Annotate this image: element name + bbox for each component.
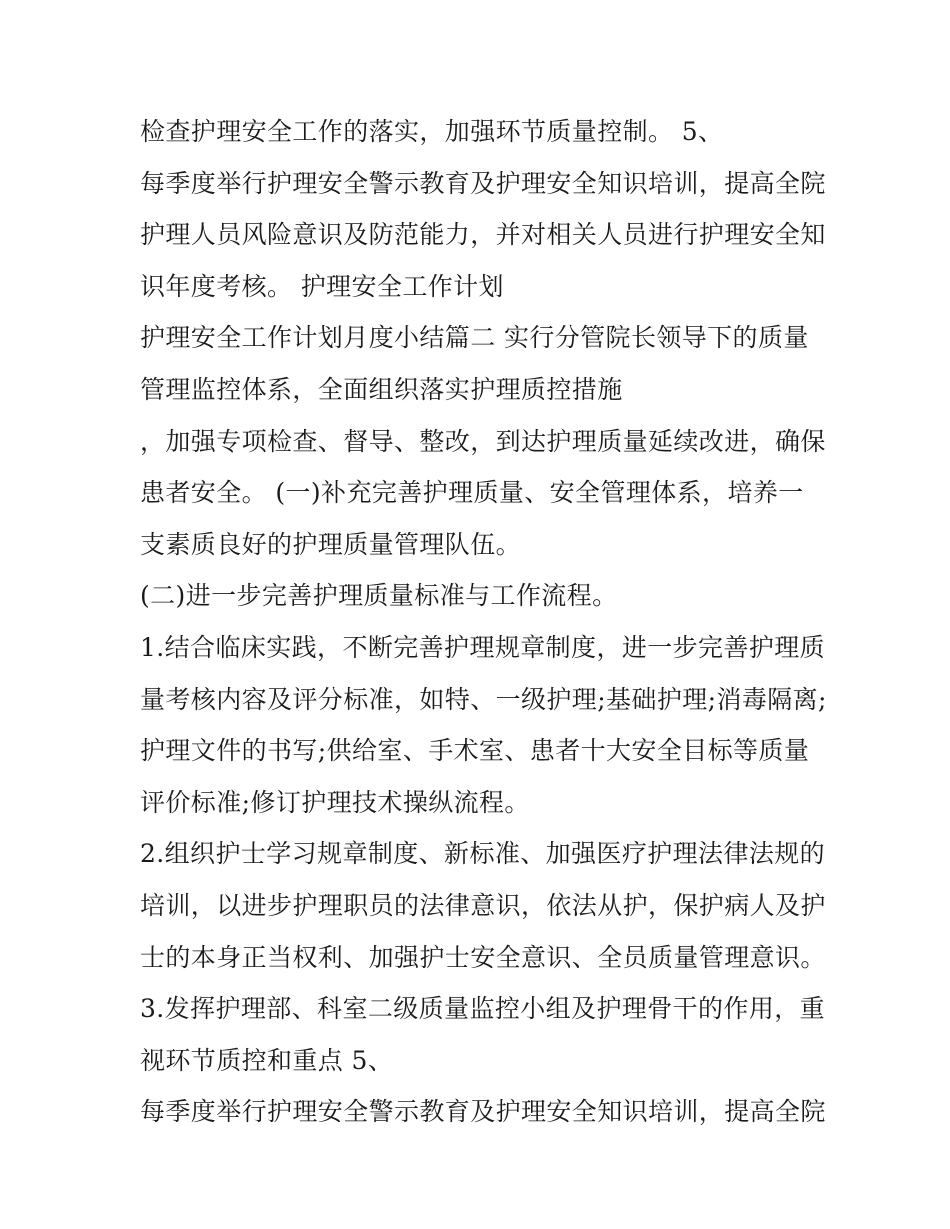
text-line: 支素质良好的护理质量管理队伍。 bbox=[140, 529, 522, 559]
text-line: 士的本身正当权利、加强护士安全意识、全员质量管理意识。 bbox=[140, 942, 826, 972]
text-line: ，加强专项检查、督导、整改，到达护理质量延续改进，确保 bbox=[140, 426, 826, 456]
text-line: 管理监控体系，全面组织落实护理质控措施 bbox=[140, 374, 623, 404]
text-line: 每季度举行护理安全警示教育及护理安全知识培训，提高全院 bbox=[140, 168, 826, 198]
text-line: 3.发挥护理部、科室二级质量监控小组及护理骨干的作用，重 bbox=[140, 994, 826, 1024]
text-line: 量考核内容及评分标准，如特、一级护理;基础护理;消毒隔离; bbox=[140, 684, 827, 714]
text-line: (二)进一步完善护理质量标准与工作流程。 bbox=[140, 581, 618, 611]
text-line: 视环节质控和重点 5、 bbox=[140, 1045, 394, 1075]
text-line: 每季度举行护理安全警示教育及护理安全知识培训，提高全院 bbox=[140, 1097, 826, 1127]
text-line: 评价标准;修订护理技术操纵流程。 bbox=[140, 787, 530, 817]
text-line: 护理文件的书写;供给室、手术室、患者十大安全目标等质量 bbox=[140, 736, 810, 766]
text-line: 护理安全工作计划月度小结篇二 实行分管院长领导下的质量 bbox=[140, 323, 809, 353]
text-line: 护理人员风险意识及防范能力，并对相关人员进行护理安全知 bbox=[140, 220, 826, 250]
text-line: 检查护理安全工作的落实，加强环节质量控制。 5、 bbox=[140, 117, 724, 146]
text-line: 培训，以进步护理职员的法律意识，依法从护，保护病人及护 bbox=[140, 890, 826, 920]
text-line: 识年度考核。 护理安全工作计划 bbox=[140, 271, 504, 301]
text-line: 2.组织护士学习规章制度、新标准、加强医疗护理法律法规的 bbox=[140, 839, 826, 869]
text-line: 患者安全。 (一)补充完善护理质量、安全管理体系，培养一 bbox=[140, 478, 804, 508]
text-line: 1.结合临床实践，不断完善护理规章制度，进一步完善护理质 bbox=[140, 632, 826, 662]
document-body bbox=[140, 106, 827, 1138]
